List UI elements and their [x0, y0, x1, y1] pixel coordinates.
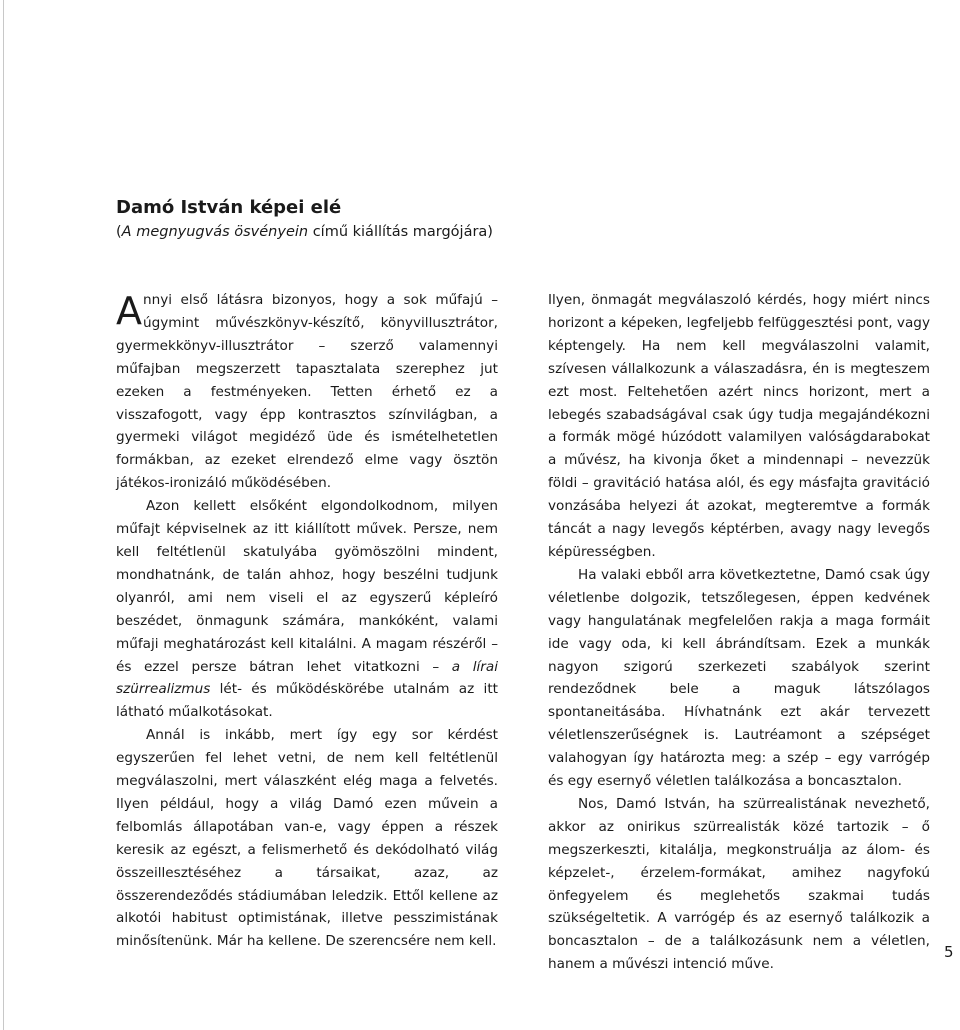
article-subtitle — [116, 222, 536, 242]
paragraph: Annál is inkább, mert így egy sor kérdést egyszerűen fel lehet vetni, de nem kell feltétlenül megválaszolni, mert válaszként elég maga a felvetés. Ilyen például, hogy a világ Damó ezen művein a felbomlás állapotában van-e, vagy éppen a részek keresik az egészt, a felismerhető és dekódolható világ összeillesztéséhez a társaikat, azaz, az összerendeződés stádiumában leledzik. Ettől kellene az alkotói habitust optimistának, illetve pesszimistának minősítenünk. Már ha kellene. De szerencsére nem kell. — [116, 727, 498, 950]
left-text-column — [116, 289, 498, 953]
paragraph — [116, 495, 498, 724]
paragraph-text: lét- és működéskörébe utalnám az itt látható műalkotásokat. — [116, 681, 498, 721]
right-text-column — [548, 289, 930, 976]
paragraph: Ilyen, önmagát megválaszoló kérdés, hogy miért nincs horizont a képeken, legfeljebb felfüggesztési pont, vagy képtengely. Ha nem kell megválaszolni valamit, szívesen vállalkozunk a válaszadásra, én is megteszem ezt most. Feltehetően azért nincs horizont, mert a lebegés szabadságával csak úgy tudja megajándékozni a formák mögé húzódott valamilyen valóságdarabokat a művész, ha kivonja őket a mindennapi – nevezzük földi – gravitáció hatása alól, és egy másfajta gravitáció vonzásába helyezi át azokat, megteremtve a formák táncát a nagy levegős képtérben, avagy nagy levegős képürességben. — [548, 292, 930, 560]
page-number: 5 — [944, 943, 954, 961]
article-title: Damó István képei elé — [116, 197, 342, 218]
drop-cap: A — [116, 289, 142, 333]
subtitle-exhibition-name: A megnyugvás ösvényein — [121, 224, 309, 240]
subtitle-paren: ( — [116, 224, 122, 240]
paragraph — [116, 289, 498, 495]
page-edge-rule — [3, 0, 4, 1030]
paragraph: Nos, Damó István, ha szürrealistának nevezhető, akkor az onirikus szürrealisták közé tartozik – ő megszerkeszti, kitalálja, megkonstruálja az álom- és képzelet-, érzelem-formákat, amihez nagyfokú önfegyelem és meglehetős szakmai tudás szükségeltetik. A varrógép és az esernyő találkozik a boncasztalon – de a találkozásunk nem a véletlen, hanem a művészi intenció műve. — [548, 795, 930, 973]
emphasized-term: a lírai szürrealizmus — [116, 658, 498, 698]
subtitle-rest: című kiállítás margójára) — [308, 224, 493, 240]
article-heading — [116, 196, 536, 242]
paragraph-text: nnyi első látásra bizonyos, hogy a sok műfajú – úgymint művészkönyv-készítő, könyvillusztrátor, gyermekkönyv-illusztrátor – szerző valamennyi műfajban megszerzett tapasztalata szerephez jut ezeken a festményeken. Tetten érhető ez a visszafogott, vagy épp kontrasztos színvilágban, a gyermeki világot megidéző üde és ismételhetetlen formákban, az ezeket elrendező elme vagy ösztön játékos-ironizáló működésében. — [116, 292, 498, 492]
paragraph-text: Azon kellett elsőként elgondolkodnom, milyen műfajt képviselnek az itt kiállított művek. Persze, nem kell feltétlenül skatulyába gyömöszölni mindent, mondhatnánk, de talán ahhoz, hogy beszélni tudjunk olyanról, ami nem viseli el az egyszerű képleíró beszédet, önmagunk számára, mankóként, valami műfaji meghatározást kell kitalálni. A magam részéről – és ezzel persze bátran lehet vitatkozni – — [116, 498, 498, 675]
paragraph: Ha valaki ebből arra következtetne, Damó csak úgy véletlenbe dolgozik, tetszőlegesen, éppen kedvének vagy hangulatának megfelelően rakja a maga formáit ide vagy oda, ki kell ábrándítsam. Ezek a munkák nagyon szigorú szerkezeti szabályok szerint rendeződnek bele a maguk látszólagos spontaneitásába. Hívhatnánk ezt akár tervezett véletlenszerűségnek is. Lautréamont a szépséget valahogyan így határozta meg: a szép – egy varrógép és egy esernyő véletlen találkozása a boncasztalon. — [548, 566, 930, 790]
